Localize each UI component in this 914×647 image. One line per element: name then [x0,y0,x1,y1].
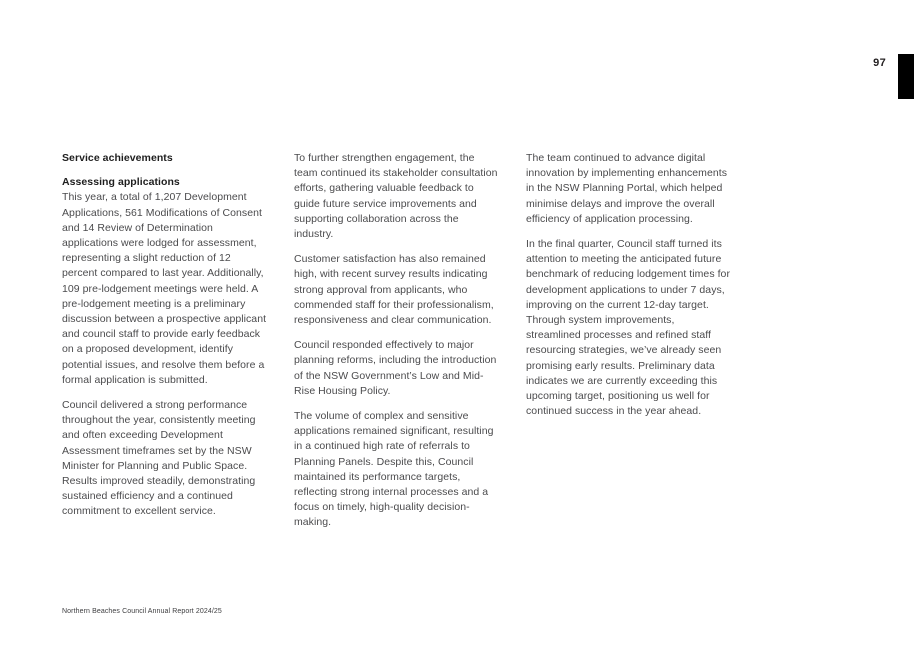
footer-text: Northern Beaches Council Annual Report 2024/25 [62,608,222,615]
paragraph: In the final quarter, Council staff turned its attention to meeting the anticipated future benchmark of reducing lodgement times for development applications to under 7 days, improving on the current 12-day target. Through system improvements, streamlined processes and refined staff resourcing strategies, we’ve already seen promising early results. Preliminary data indicates we are currently exceeding this upcoming target, positioning us well for continued success in the year ahead. [526,238,730,418]
paragraph: Customer satisfaction has also remained high, with recent survey results indicating strong approval from applicants, who commended staff for their professionalism, responsiveness and clear communication. [294,253,494,327]
paragraph: This year, a total of 1,207 Development Applications, 561 Modifications of Consent and 14 Review of Determination applications were lodged for assessment, representing a slight reduction of 12 percent compared to last year. Additionally, 109 pre-lodgement meetings were held. A pre-lodgement meeting is a preliminary discussion between a prospective applicant and council staff to provide early feedback on a proposed development, identify potential issues, and resolve them before a formal application is submitted. [62,191,267,386]
section-title: Service achievements [62,152,173,164]
paragraph: Council delivered a strong performance throughout the year, consistently meeting and often exceeding Development Assessment timeframes set by the NSW Minister for Planning and Public Space. Results improved steadily, demonstrating sustained efficiency and a continued commitment to excellent service. [62,399,256,518]
page-number: 97 [873,57,886,69]
column-2 [294,151,499,541]
paragraph: Council responded effectively to major planning reforms, including the introduction of the NSW Government’s Low and Mid-Rise Housing Policy. [294,339,497,397]
column-3 [526,151,731,541]
subsection-heading: Assessing applications [62,176,180,189]
paragraph: The volume of complex and sensitive applications remained significant, resulting in a continued high rate of referrals to Planning Panels. Despite this, Council maintained its performance targets, reflecting strong internal processes and a focus on timely, high-quality decision-making. [294,410,494,529]
corner-tab [898,54,914,99]
paragraph: The team continued to advance digital innovation by implementing enhancements in the NSW Planning Portal, which helped minimise delays and improve the overall efficiency of application processing. [526,152,727,225]
paragraph: To further strengthen engagement, the team continued its stakeholder consultation efforts, gathering valuable feedback to guide future service improvements and supporting collaboration across the industry. [294,152,498,241]
column-1 [62,151,267,541]
content-columns [62,151,731,541]
